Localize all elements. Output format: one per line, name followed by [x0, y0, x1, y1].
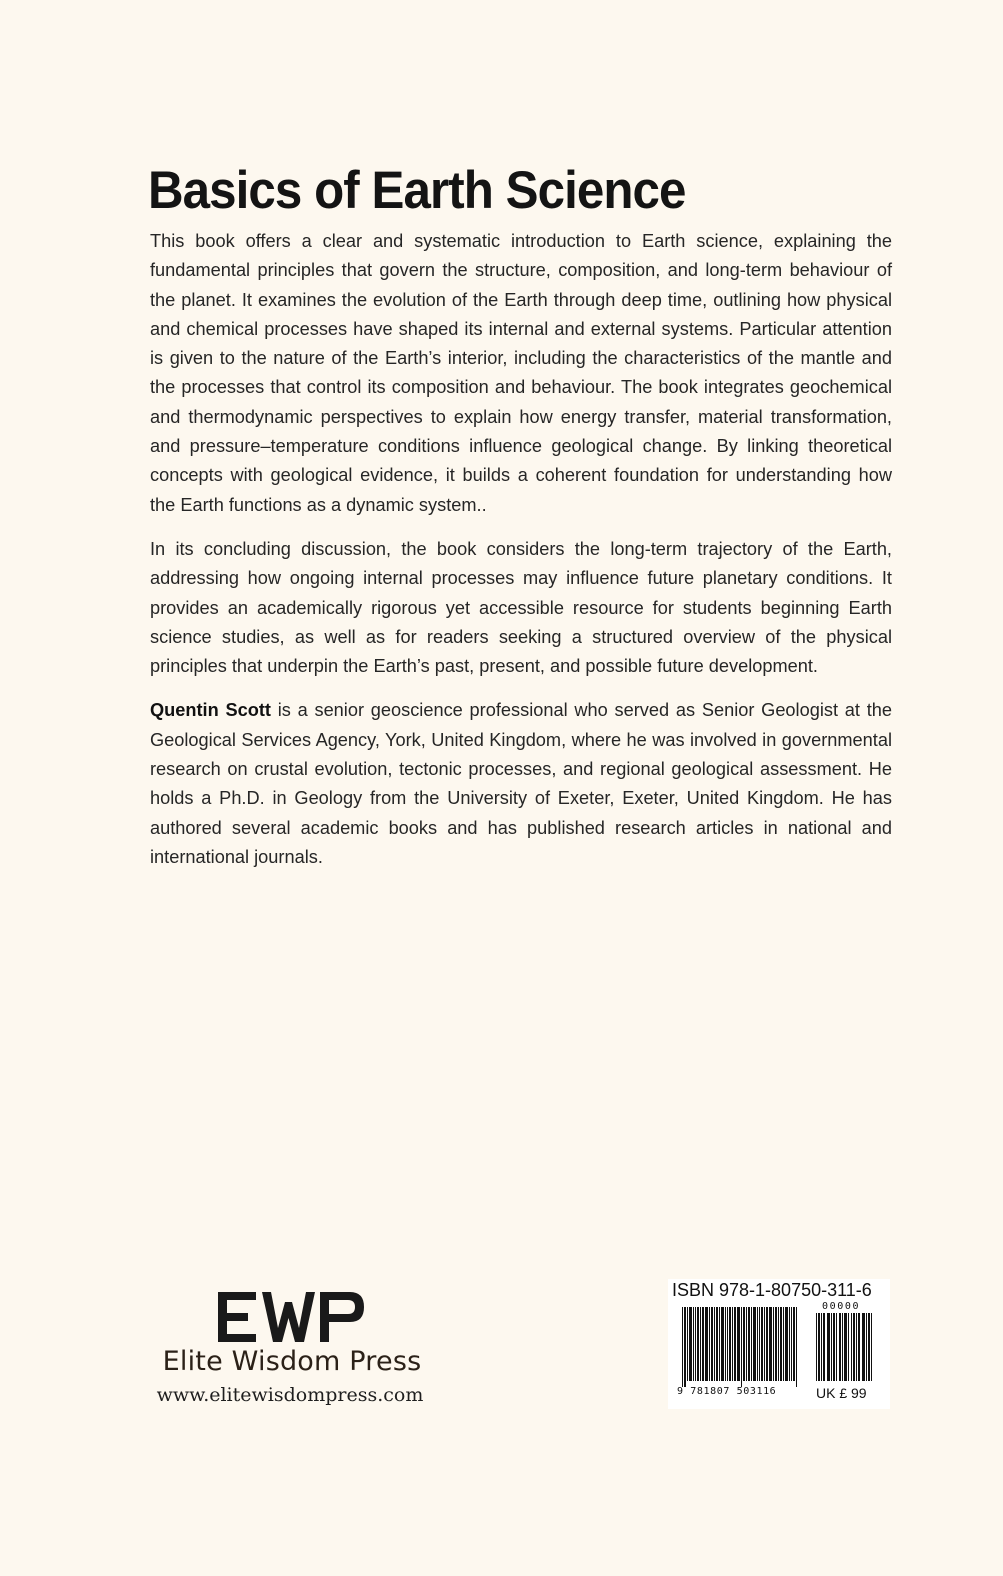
barcode-bar	[839, 1313, 841, 1381]
barcode-bar	[836, 1313, 837, 1381]
barcode-bar	[721, 1307, 724, 1381]
author-name: Quentin Scott	[150, 700, 271, 721]
barcode-digits: 9 781807 503116	[677, 1386, 777, 1397]
barcode-bar	[866, 1313, 867, 1381]
blurb	[150, 227, 892, 887]
barcode-bar	[759, 1307, 760, 1381]
barcode-bar	[746, 1307, 747, 1381]
barcode-bar	[684, 1307, 686, 1387]
barcode-bar	[725, 1307, 726, 1381]
barcode-bar	[868, 1313, 870, 1381]
barcode-bar	[851, 1313, 852, 1381]
blurb-paragraph-1: This book offers a clear and systematic introduction to Earth science, explaining the fundamental principles that govern the structure, composition, and long-term behaviour of the planet. It examines the evolution of the Earth through deep time, outlining how physical and chemical processes have shaped its internal and external systems. Particular attention is given to the nature of the Earth’s interior, including the characteristics of the mantle and the processes that control its composition and behaviour. The book integrates geochemical and thermodynamic perspectives to explain how energy transfer, material transformation, and pressure–temperature conditions influence geological change. By linking theoretical concepts with geological evidence, it builds a coherent foundation for understanding how the Earth functions as a dynamic system..	[150, 231, 892, 515]
barcode-bar	[729, 1307, 731, 1381]
barcode-bar	[791, 1307, 792, 1381]
barcode-bar	[697, 1307, 699, 1381]
isbn-barcode	[668, 1279, 890, 1409]
ewp-logo-icon	[218, 1292, 366, 1342]
barcode-addon-digits: 00000	[822, 1301, 861, 1312]
barcode-bar	[719, 1307, 720, 1381]
barcode-bar	[711, 1307, 713, 1381]
barcode-bar	[716, 1307, 718, 1381]
barcode-bar	[871, 1313, 872, 1381]
barcode-bar	[732, 1307, 733, 1381]
barcode-bar	[743, 1307, 745, 1381]
barcode-bar	[705, 1307, 708, 1381]
barcode-bar	[766, 1307, 768, 1381]
barcode-bar	[761, 1307, 763, 1381]
isbn-label: ISBN 978-1-80750-311-6	[672, 1280, 872, 1300]
barcode-bar	[823, 1313, 825, 1381]
barcode-bar	[764, 1307, 765, 1381]
barcode-bar	[844, 1313, 847, 1381]
barcode-bar	[700, 1307, 701, 1381]
barcode-bar	[775, 1307, 777, 1381]
barcode-bar	[689, 1307, 692, 1381]
book-title: Basics of Earth Science	[148, 161, 686, 220]
barcode-bar	[848, 1313, 849, 1381]
barcode-bar	[816, 1313, 817, 1381]
barcode-bar	[821, 1313, 822, 1381]
barcode-bar	[741, 1307, 742, 1387]
barcode-bar	[695, 1307, 696, 1381]
barcode-bar	[785, 1307, 788, 1381]
barcode-bar	[693, 1307, 694, 1381]
barcode-bar	[778, 1307, 779, 1381]
barcode-bar	[858, 1313, 860, 1381]
barcode-bar	[831, 1313, 832, 1381]
barcode-bar	[682, 1307, 683, 1387]
price-label: UK £ 99	[816, 1385, 867, 1401]
barcode-bar	[737, 1307, 740, 1381]
barcode-bar	[727, 1307, 728, 1381]
barcode-bar	[842, 1313, 843, 1381]
barcode-bar	[818, 1313, 820, 1381]
barcode-bar	[862, 1313, 865, 1381]
barcode-bar	[833, 1313, 835, 1381]
barcode-bar	[702, 1307, 704, 1381]
barcode-bar	[751, 1307, 752, 1381]
barcode-bar	[734, 1307, 736, 1381]
barcode-bar	[748, 1307, 750, 1381]
author-bio	[150, 696, 892, 872]
barcode-bar	[780, 1307, 782, 1381]
barcode-bar	[773, 1307, 774, 1381]
barcode-bar	[687, 1307, 688, 1381]
publisher-name: Elite Wisdom Press	[162, 1346, 422, 1377]
barcode-bar	[827, 1313, 830, 1381]
barcode-bar	[793, 1307, 795, 1381]
barcode-bar	[769, 1307, 772, 1381]
barcode-bar	[853, 1313, 855, 1381]
publisher-logo-block	[140, 1288, 440, 1418]
publisher-url: www.elitewisdompress.com	[156, 1384, 424, 1406]
barcode-bar	[757, 1307, 758, 1381]
barcode-bar	[856, 1313, 857, 1381]
barcode-bar	[796, 1307, 797, 1387]
barcode-bar	[709, 1307, 710, 1381]
barcode-bar	[753, 1307, 756, 1381]
barcode-bar	[783, 1307, 784, 1381]
blurb-paragraph-2: In its concluding discussion, the book considers the long-term trajectory of the Earth, addressing how ongoing internal processes may influence future planetary conditions. It provides an academically rigorous yet accessible resource for students beginning Earth science studies, as well as for readers seeking a structured overview of the physical principles that underpin the Earth’s past, present, and possible future development.	[150, 538, 892, 677]
barcode-bar	[714, 1307, 715, 1381]
barcode-bar	[789, 1307, 790, 1381]
author-bio-text: is a senior geoscience professional who served as Senior Geologist at the Geological Services Agency, York, United Kingdom, where he was involved in governmental research on crustal evolution, tectonic processes, and regional geological assessment. He holds a Ph.D. in Geology from the University of Exeter, Exeter, United Kingdom. He has authored several academic books and has published research articles in national and international journals.	[150, 700, 892, 867]
